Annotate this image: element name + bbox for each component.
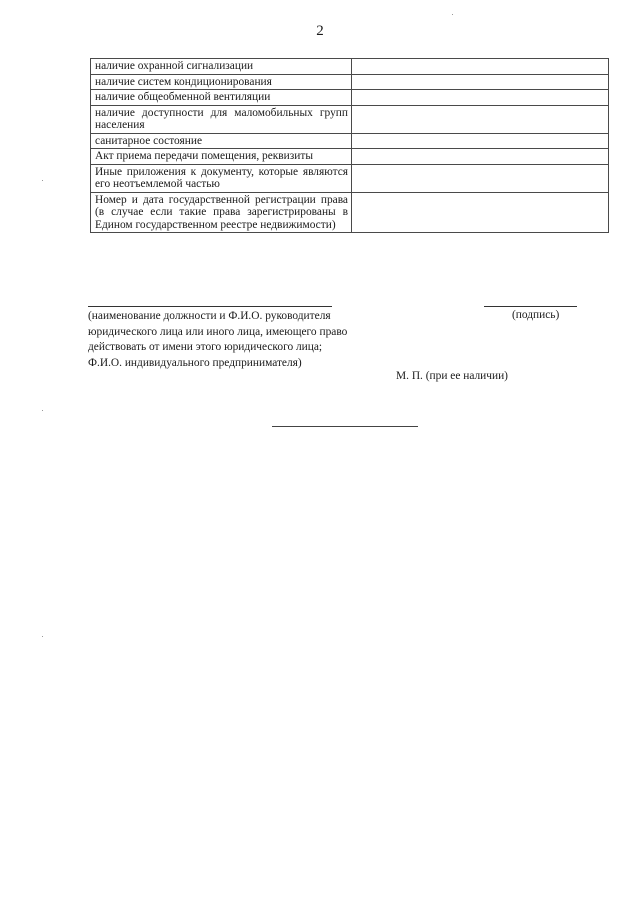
signature-caption: (подпись) [512, 309, 560, 321]
property-details-table [90, 58, 609, 233]
row-value-accessibility [352, 105, 609, 133]
row-value-state-registration [352, 192, 609, 233]
table-row [91, 74, 609, 90]
row-label-handover-act: Акт приема передачи помещения, реквизиты [91, 149, 352, 165]
row-label-air-conditioning: наличие систем кондиционирования [91, 74, 352, 90]
row-value-security-alarm [352, 59, 609, 75]
scan-speck [42, 410, 43, 411]
table-row [91, 149, 609, 165]
row-label-sanitary-condition: санитарное состояние [91, 133, 352, 149]
table-row [91, 192, 609, 233]
position-caption-line: Ф.И.О. индивидуального предпринимателя) [88, 356, 302, 369]
scan-speck [42, 180, 43, 181]
page-number: 2 [316, 23, 324, 39]
table-row [91, 105, 609, 133]
scan-speck [452, 14, 453, 15]
row-label-ventilation: наличие общеобменной вентиляции [91, 90, 352, 106]
signature-line [484, 306, 577, 307]
table-row [91, 59, 609, 75]
scan-speck [42, 636, 43, 637]
row-value-ventilation [352, 90, 609, 106]
row-value-handover-act [352, 149, 609, 165]
table-row [91, 133, 609, 149]
table-row [91, 90, 609, 106]
row-label-state-registration: Номер и дата государственной регистрации права (в случае если такие права зарегистрированы в Едином государственном реестре недвижимости) [91, 192, 352, 233]
table-row [91, 164, 609, 192]
position-caption-line: (наименование должности и Ф.И.О. руководителя [88, 310, 331, 322]
seal-caption: М. П. (при ее наличии) [396, 370, 508, 382]
position-caption-line: действовать от имени этого юридического лица; [88, 341, 323, 353]
position-caption [88, 309, 408, 371]
end-of-document-line [272, 426, 418, 427]
row-value-sanitary-condition [352, 133, 609, 149]
row-label-other-attachments: Иные приложения к документу, которые являются его неотъемлемой частью [91, 164, 352, 192]
row-value-air-conditioning [352, 74, 609, 90]
row-label-security-alarm: наличие охранной сигнализации [91, 59, 352, 75]
row-label-accessibility: наличие доступности для маломобильных групп населения [91, 105, 352, 133]
position-name-line [88, 306, 332, 307]
row-value-other-attachments [352, 164, 609, 192]
position-caption-line: юридического лица или иного лица, имеющего право [88, 325, 348, 338]
